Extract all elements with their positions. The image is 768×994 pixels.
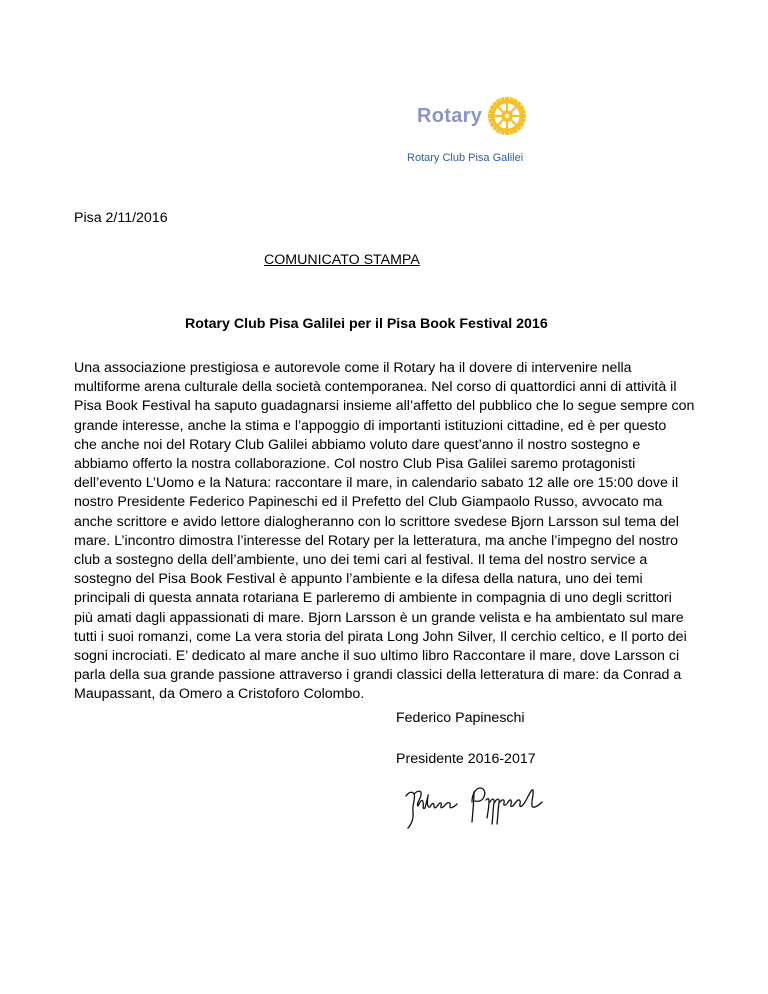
- body-line: club a sostegno della dell’ambiente, uno dei temi cari al festival. Il tema del nostro service a: [74, 552, 648, 569]
- body-line: anche scrittore e avido lettore dialogheranno con lo scrittore svedese Bjorn Larsson sul tema del: [74, 513, 679, 530]
- body-line: parla della sua grande passione attraverso i grandi classici della letteratura di mare: da Conrad a: [74, 667, 682, 684]
- press-release-label: COMUNICATO STAMPA: [264, 252, 420, 268]
- body-line: Maupassant, da Omero a Cristoforo Colombo.: [74, 686, 365, 703]
- body-line: principali di questa annata rotariana E parleremo di ambiente in compagnia di uno degli scrittori: [74, 590, 672, 607]
- letter-headline: Rotary Club Pisa Galilei per il Pisa Book Festival 2016: [185, 316, 548, 332]
- club-name: Rotary Club Pisa Galilei: [407, 152, 524, 164]
- body-line: multiforme arena culturale della società contemporanea. Nel corso di quattordici anni di attività il: [74, 379, 677, 396]
- rotary-logo: [417, 96, 527, 136]
- body-line: mare. L’incontro dimostra l’interesse del Rotary per la letteratura, ma anche l’impegno del nostro: [74, 532, 679, 549]
- body-line: dell’evento L’Uomo e la Natura: raccontare il mare, in calendario sabato 12 alle ore 15:00 dove il: [74, 475, 679, 492]
- body-line: Una associazione prestigiosa e autorevole come il Rotary ha il dovere di intervenire nella: [74, 360, 632, 376]
- handwritten-signature: [400, 782, 550, 830]
- body-line: che anche noi del Rotary Club Galilei abbiamo voluto dare quest’anno il nostro sostegno e: [74, 436, 641, 453]
- rotary-wheel-icon: [487, 96, 527, 136]
- signer-name: Federico Papineschi: [396, 710, 525, 726]
- logo-wordmark: Rotary: [417, 104, 483, 127]
- body-line: grande interesse, anche la stima e l’appoggio di importanti istituzioni cittadine, ed è per questo: [74, 417, 667, 434]
- body-line: più amati dagli appassionati di mare. Bjorn Larsson è un grande velista e ha ambientato sul mare: [74, 609, 684, 626]
- body-line: sogni incrociati. E’ dedicato al mare anche il suo ultimo libro Raccontare il mare, dove Larsson ci: [74, 648, 680, 665]
- letter-date: Pisa 2/11/2016: [74, 210, 168, 226]
- body-line: sostegno del Pisa Book Festival è appunto l’ambiente e la difesa della natura, uno dei temi: [74, 571, 643, 588]
- letter-body: [74, 359, 694, 705]
- body-line: abbiamo offerto la nostra collaborazione. Col nostro Club Pisa Galilei saremo protagonisti: [74, 456, 636, 473]
- body-line: Pisa Book Festival ha saputo guadagnarsi insieme all’affetto del pubblico che lo segue sempre con: [74, 398, 695, 415]
- body-line: nostro Presidente Federico Papineschi ed il Prefetto del Club Giampaolo Russo, avvocato ma: [74, 494, 663, 511]
- signer-role: Presidente 2016-2017: [396, 751, 536, 767]
- body-line: tutti i suoi romanzi, come La vera storia del pirata Long John Silver, Il cerchio celtico, e Il porto dei: [74, 628, 687, 645]
